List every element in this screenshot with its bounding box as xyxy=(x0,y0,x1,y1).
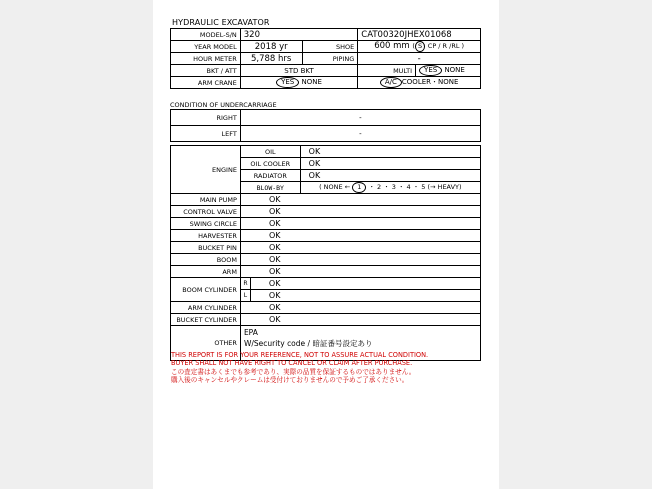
ac-selected: A/C xyxy=(380,77,402,88)
document-title: HYDRAULIC EXCAVATOR xyxy=(172,18,270,27)
boom-cylinder-label: BOOM CYLINDER xyxy=(171,278,241,302)
part-value: OK xyxy=(240,254,480,266)
engine-label: ENGINE xyxy=(171,146,241,194)
row-part xyxy=(171,254,481,266)
part-label: MAIN PUMP xyxy=(171,194,241,206)
row-uc-left xyxy=(171,126,481,142)
part-label: ARM xyxy=(171,266,241,278)
part-value: OK xyxy=(240,194,480,206)
shoe-type-selected: S xyxy=(415,41,425,52)
engine-oil-value: OK xyxy=(300,146,480,158)
multi-options xyxy=(416,65,481,77)
model-label: MODEL-S/N xyxy=(171,29,241,41)
arm-crane-none: NONE xyxy=(301,78,322,86)
row-bkt xyxy=(171,65,481,77)
part-value: OK xyxy=(240,266,480,278)
arm-crane-label: ARM CRANE xyxy=(171,77,241,89)
hour-label: HOUR METER xyxy=(171,53,241,65)
engine-oil-cooler-label: OIL COOLER xyxy=(240,158,300,170)
row-part xyxy=(171,206,481,218)
boom-cylinder-r-label: R xyxy=(240,278,250,290)
ac-rest: COOLER・NONE xyxy=(401,78,459,86)
bkt-label: BKT / ATT xyxy=(171,65,241,77)
row-engine-oil xyxy=(171,146,481,158)
part-label: BUCKET PIN xyxy=(171,242,241,254)
boom-cylinder-r-value: OK xyxy=(250,278,480,290)
year-value: 2018 yr xyxy=(240,41,302,53)
disclaimer-line-3: この査定書はあくまでも参考であり、実際の品質を保証するものではありません。 xyxy=(171,367,416,376)
blowby-selected: 1 xyxy=(352,182,366,193)
row-part xyxy=(171,266,481,278)
year-label: YEAR MODEL xyxy=(171,41,241,53)
row-hours xyxy=(171,53,481,65)
hour-value: 5,788 hrs xyxy=(240,53,302,65)
arm-crane-options xyxy=(240,77,358,89)
row-arm-cylinder xyxy=(171,302,481,314)
disclaimer-line-2: BUYER SHALL NOT HAVE RIGHT TO CANCEL OR CLAIM AFTER PURCHASE. xyxy=(171,359,413,368)
row-part xyxy=(171,194,481,206)
uc-left-value: - xyxy=(240,126,480,142)
disclaimer-line-1: THIS REPORT IS FOR YOUR REFERENCE, NOT TO ASSURE ACTUAL CONDITION. xyxy=(171,351,429,359)
serial-value: CAT00320JHEX01068 xyxy=(358,29,481,41)
part-label: CONTROL VALVE xyxy=(171,206,241,218)
row-arm-crane xyxy=(171,77,481,89)
uc-right-label: RIGHT xyxy=(171,110,241,126)
multi-yes: YES xyxy=(419,65,442,76)
bucket-cylinder-value: OK xyxy=(240,314,480,326)
row-boom-cylinder-r xyxy=(171,278,481,290)
blowby-prefix: ( NONE ← xyxy=(319,183,351,191)
model-value: 320 xyxy=(240,29,358,41)
shoe-label: SHOE xyxy=(302,41,358,53)
shoe-type-open: ( xyxy=(412,42,415,50)
part-label: HARVESTER xyxy=(171,230,241,242)
other-line-1: EPA xyxy=(243,328,258,337)
engine-blowby-scale xyxy=(300,182,480,194)
row-part xyxy=(171,218,481,230)
row-part xyxy=(171,242,481,254)
engine-radiator-label: RADIATOR xyxy=(240,170,300,182)
multi-label: MULTI xyxy=(358,65,416,77)
machine-info-table xyxy=(170,28,481,89)
row-part xyxy=(171,230,481,242)
piping-label: PIPING xyxy=(302,53,358,65)
multi-none: NONE xyxy=(444,66,465,74)
row-uc-right xyxy=(171,110,481,126)
disclaimer xyxy=(171,351,501,385)
ac-options xyxy=(358,77,481,89)
part-value: OK xyxy=(240,242,480,254)
other-line-2: W/Security code / 暗証番号設定あり xyxy=(243,339,373,348)
engine-blowby-label: BLOW-BY xyxy=(240,182,300,194)
row-model xyxy=(171,29,481,41)
arm-cylinder-value: OK xyxy=(240,302,480,314)
part-value: OK xyxy=(240,218,480,230)
part-label: BOOM xyxy=(171,254,241,266)
boom-cylinder-l-label: L xyxy=(240,290,250,302)
engine-radiator-value: OK xyxy=(300,170,480,182)
part-value: OK xyxy=(240,206,480,218)
uc-left-label: LEFT xyxy=(171,126,241,142)
bkt-value: STD BKT xyxy=(240,65,358,77)
blowby-suffix: ・ 2 ・ 3 ・ 4 ・ 5 (→ HEAVY) xyxy=(368,183,462,191)
part-value: OK xyxy=(240,230,480,242)
piping-value: - xyxy=(358,53,481,65)
inspection-table xyxy=(170,145,481,361)
shoe-type-rest: CP / R /RL ) xyxy=(427,42,465,50)
undercarriage-table xyxy=(170,109,481,142)
shoe-value: 600 mm xyxy=(374,41,410,51)
boom-cylinder-l-value: OK xyxy=(250,290,480,302)
shoe-cell xyxy=(358,41,481,53)
other-label: OTHER xyxy=(171,326,241,361)
uc-right-value: - xyxy=(240,110,480,126)
engine-oil-label: OIL xyxy=(240,146,300,158)
undercarriage-title: CONDITION OF UNDERCARRIAGE xyxy=(170,101,277,109)
row-bucket-cylinder xyxy=(171,314,481,326)
part-label: SWING CIRCLE xyxy=(171,218,241,230)
disclaimer-line-4: 購入後のキャンセルやクレームは受付けておりませんので予めご了承ください。 xyxy=(171,376,409,385)
engine-oil-cooler-value: OK xyxy=(300,158,480,170)
bucket-cylinder-label: BUCKET CYLINDER xyxy=(171,314,241,326)
row-year xyxy=(171,41,481,53)
arm-crane-yes: YES xyxy=(276,77,299,88)
arm-cylinder-label: ARM CYLINDER xyxy=(171,302,241,314)
